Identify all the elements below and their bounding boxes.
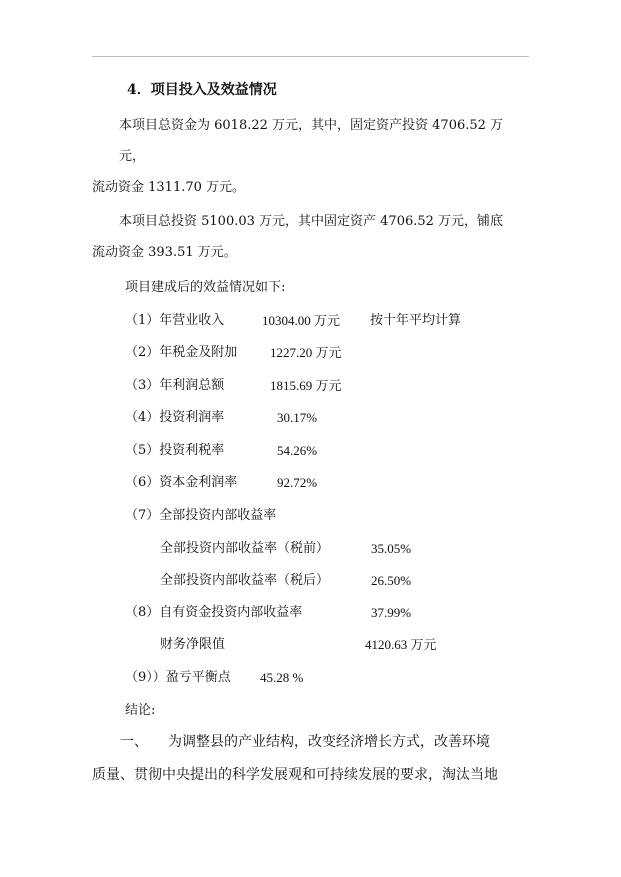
item-value: 4120.63 万元 <box>365 637 437 652</box>
item-value: 35.05% <box>371 541 412 556</box>
conclusion-title: 结论: <box>125 703 156 718</box>
conclusion-line2: 质量、贯彻中央提出的科学发展观和可持续发展的要求，淘汰当地 <box>92 767 498 783</box>
item-value: 30.17% <box>277 410 318 425</box>
item-value: 92.72% <box>277 475 318 490</box>
item-label: （8）自有资金投资内部收益率 <box>125 605 303 620</box>
item-value: 37.99% <box>371 605 412 620</box>
para1-line3: 流动资金 1311.70 万元。 <box>92 180 246 195</box>
item-label: （3）年利润总额 <box>125 378 225 393</box>
item-label: （4）投资利润率 <box>125 410 225 425</box>
item-note: 按十年平均计算 <box>370 313 462 328</box>
para1-line2: 元， <box>119 149 146 164</box>
item-value: 26.50% <box>371 573 412 588</box>
item-label: （6）资本金利润率 <box>125 475 238 490</box>
item-value: 54.26% <box>277 443 318 458</box>
item-value: 10304.00 万元 <box>262 313 341 328</box>
item-value: 1227.20 万元 <box>270 345 342 360</box>
para1-line1: 本项目总资金为 6018.22 万元，其中，固定资产投资 4706.52 万 <box>119 118 504 133</box>
conclusion-line1: 为调整县的产业结构，改变经济增长方式，改善环境 <box>168 734 490 750</box>
benefits-intro: 项目建成后的效益情况如下: <box>125 280 286 295</box>
item-value: 1815.69 万元 <box>270 378 342 393</box>
item-label: 全部投资内部收益率（税后） <box>160 573 330 588</box>
item-label: （5）投资利税率 <box>125 443 225 458</box>
header-rule <box>92 56 529 57</box>
item-label: 全部投资内部收益率（税前） <box>160 541 330 556</box>
item-label: （7）全部投资内部收益率 <box>125 508 277 523</box>
item-value: 45.28 % <box>260 670 304 685</box>
para2-line2: 流动资金 393.51 万元。 <box>92 245 237 260</box>
item-label: （2）年税金及附加 <box>125 345 238 360</box>
para2-line1: 本项目总投资 5100.03 万元，其中固定资产 4706.52 万元，铺底 <box>119 214 504 229</box>
conclusion-number: 一、 <box>120 734 148 750</box>
item-label: 财务净限值 <box>160 637 226 652</box>
item-label: （9））盈亏平衡点 <box>125 670 231 685</box>
section-heading: 4．项目投入及效益情况 <box>127 82 277 98</box>
item-label: （1）年营业收入 <box>125 313 225 328</box>
